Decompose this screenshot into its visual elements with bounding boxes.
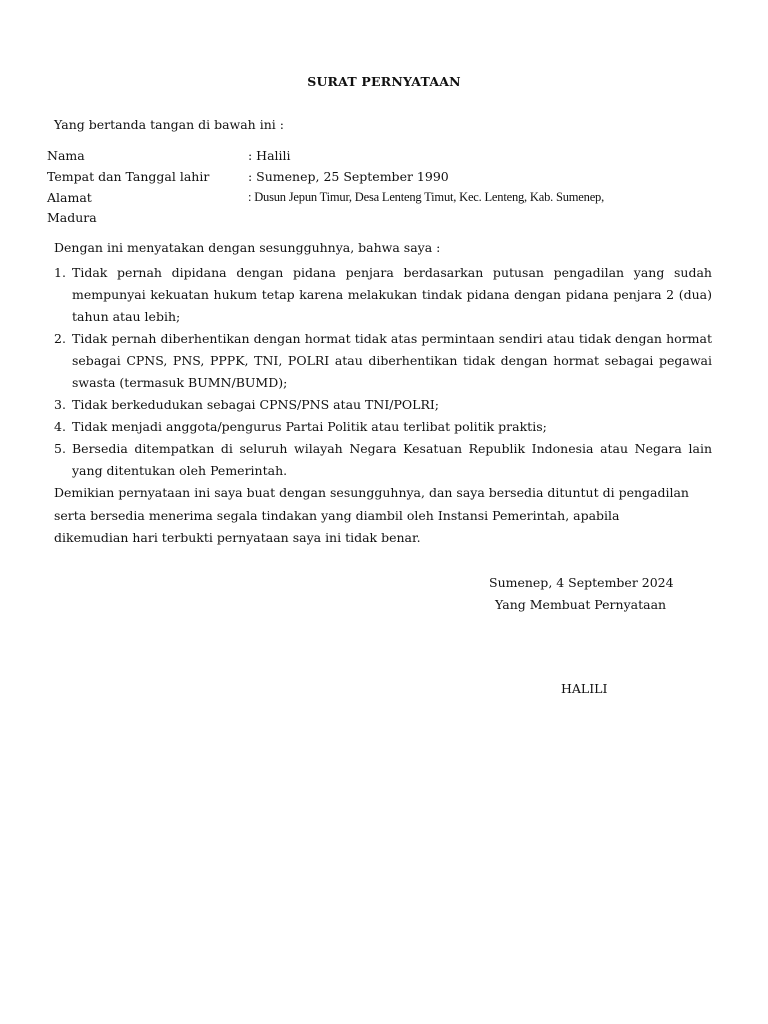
list-item-number: 1. (54, 265, 66, 280)
signature-name: HALILI (561, 681, 608, 696)
name-value: : Halili (248, 148, 291, 163)
list-item-text: Tidak pernah dipidana dengan pidana penjara berdasarkan putusan pengadilan yang sudah mempunyai kekuatan hukum tetap karena melakukan tindak pidana dengan pidana penjara 2 (dua) tahun atau lebih; (72, 265, 712, 324)
address-label: Alamat (47, 190, 92, 205)
list-item-number: 2. (54, 331, 66, 346)
list-item (54, 328, 712, 394)
address-continuation: Madura (47, 210, 97, 225)
address-value: : Dusun Jepun Timur, Desa Lenteng Timut, Kec. Lenteng, Kab. Sumenep, (248, 190, 605, 204)
statement-intro: Dengan ini menyatakan dengan sesungguhnya, bahwa saya : (54, 240, 441, 255)
list-item-text: Tidak berkedudukan sebagai CPNS/PNS atau TNI/POLRI; (72, 397, 439, 412)
list-item-text: Tidak pernah diberhentikan dengan hormat tidak atas permintaan sendiri atau tidak dengan hormat sebagai CPNS, PNS, PPPK, TNI, POLRI atau diberhentikan tidak dengan hormat sebagai pegawai swasta (termasuk BUMN/BUMD); (72, 331, 712, 390)
document-title: SURAT PERNYATAAN (307, 74, 461, 89)
birth-label: Tempat dan Tanggal lahir (47, 169, 210, 184)
list-item-number: 4. (54, 419, 66, 434)
list-item-text: Bersedia ditempatkan di seluruh wilayah Negara Kesatuan Republik Indonesia atau Negara lain yang ditentukan oleh Pemerintah. (72, 441, 712, 478)
birth-value: : Sumenep, 25 September 1990 (248, 169, 449, 184)
list-item (54, 394, 712, 416)
name-label: Nama (47, 148, 85, 163)
list-item (54, 262, 712, 328)
intro-text: Yang bertanda tangan di bawah ini : (54, 117, 284, 132)
list-item-text: Tidak menjadi anggota/pengurus Partai Politik atau terlibat politik praktis; (72, 419, 547, 434)
list-item-number: 3. (54, 397, 66, 412)
statement-list (54, 262, 712, 482)
list-item-number: 5. (54, 441, 66, 456)
list-item (54, 416, 712, 438)
closing-paragraph: Demikian pernyataan ini saya buat dengan sesungguhnya, dan saya bersedia dituntut di pengadilan serta bersedia menerima segala tindakan yang diambil oleh Instansi Pemerintah, apabila dikemudian hari terbukti pernyataan saya ini tidak benar. (54, 485, 689, 545)
signature-place-date: Sumenep, 4 September 2024 (489, 575, 674, 590)
signature-role: Yang Membuat Pernyataan (495, 597, 667, 612)
list-item (54, 438, 712, 482)
